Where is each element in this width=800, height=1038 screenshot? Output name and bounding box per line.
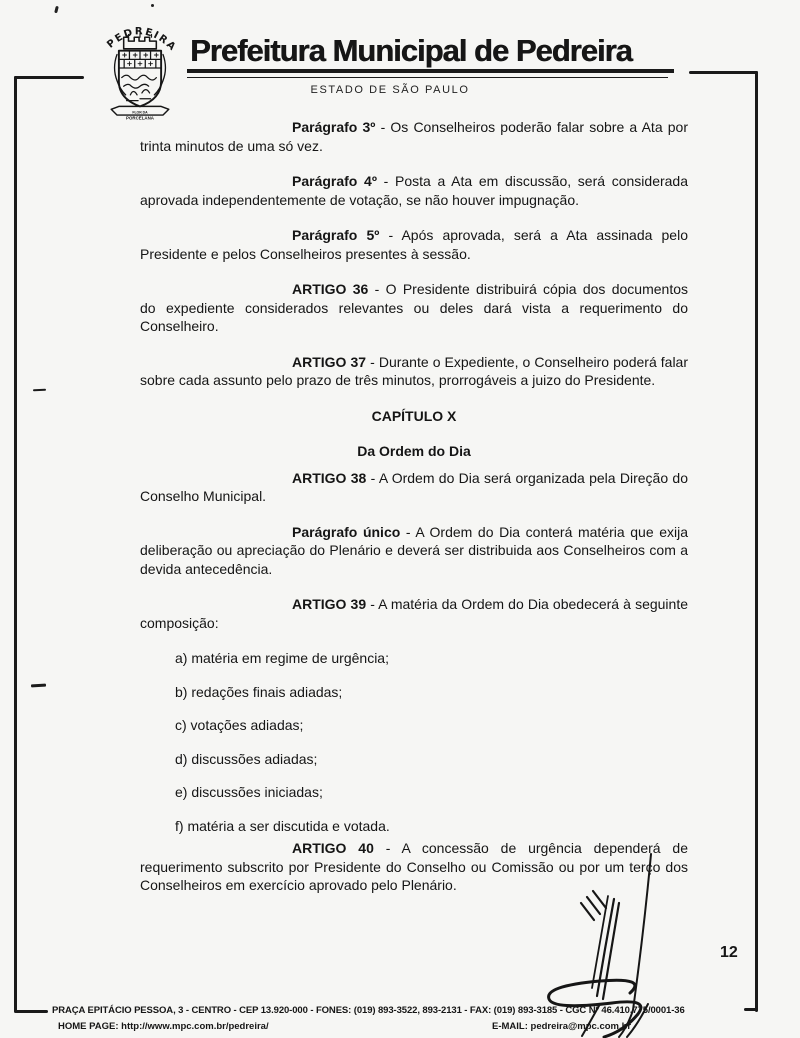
paragraph-lead: Parágrafo 5º [292,227,380,243]
list-item: e) discussões iniciadas; [175,784,323,800]
frame-left-border [14,76,17,1013]
document-title: Prefeitura Municipal de Pedreira [190,33,632,68]
frame-left-top-rule [14,76,84,79]
paragraph-text: - Posta a Ata em discussão, será considerada aprovada independentemente de votação, se não houver impugnação. [140,173,688,208]
paragraph [140,523,688,579]
page-number: 12 [720,944,738,961]
scan-speck [54,6,58,13]
frame-left-bottom-rule [15,1010,48,1013]
paragraph-lead: ARTIGO 40 [292,840,374,856]
municipal-coat-of-arms-logo [92,12,188,124]
chapter-heading: CAPÍTULO X [371,407,457,424]
paragraph-text: - A matéria da Ordem do Dia obedecerá à seguinte composição: [140,596,688,631]
paragraph-text: - A Ordem do Dia conterá matéria que exija deliberação ou apreciação do Plenário e deverá ser distribuida aos Conselheiros com a devida antecedência. [140,523,688,577]
paragraph-text: - A concessão de urgência dependerá de requerimento subscrito por Presidente do Conselho ou Comissão ou por um terço dos Conselheiros em exercício aprovado pelo Plenário. [140,840,688,893]
margin-mark [31,684,46,687]
paragraph [140,226,688,263]
section-heading: Da Ordem do Dia [357,443,471,459]
logo-banner-line2: PORCELANA [126,115,154,121]
logo-arc-text: PEDREIRA [105,26,179,54]
list-item: d) discussões adiadas; [175,750,318,767]
logo-banner-line1: FLOR DA [132,110,148,115]
frame-right-top-rule [689,71,758,74]
paragraph [140,118,688,155]
document-subtitle: ESTADO DE SÃO PAULO [310,84,470,96]
document-body [140,118,688,912]
paragraph-text: - O Presidente distribuirá cópia dos documentos do expediente considerados relevantes ou deles dará vista a requerimento do Conselheiro. [140,281,688,334]
paragraph-lead: ARTIGO 36 [292,281,369,297]
title-underline-thick [187,69,674,73]
margin-mark [33,389,46,391]
paragraph [140,353,688,390]
paragraph-text: - Durante o Expediente, o Conselheiro poderá falar sobre cada assunto pelo prazo de três minutos, prorrogáveis a juizo do Presidente. [140,353,689,388]
paragraph-text: - Os Conselheiros poderão falar sobre a Ata por trinta minutos de uma só vez. [140,119,688,154]
footer-homepage: HOME PAGE: http://www.mpc.com.br/pedreira/ [58,1021,269,1032]
paragraph-text: - Após aprovada, será a Ata assinada pelo Presidente e pelos Conselheiros presentes à sessão. [140,227,688,262]
paragraph [140,280,688,336]
title-underline-thin [187,77,668,79]
paragraph-lead: Parágrafo 3º [292,119,376,135]
paragraph-lead: ARTIGO 39 [292,596,367,612]
paragraph [140,469,688,506]
footer-address-line: PRAÇA EPITÁCIO PESSOA, 3 - CENTRO - CEP 13.920-000 - FONES: (019) 893-3522, 893-2131 - FAX: (019) 893-3185 - CGC Nº 46.410.775/0001-36 [52,1005,685,1016]
list-item: b) redações finais adiadas; [175,683,343,700]
paragraph [140,172,688,209]
list-item: c) votações adiadas; [175,717,304,733]
paragraph-lead: ARTIGO 38 [292,469,367,486]
list-item: a) matéria em regime de urgência; [175,650,389,666]
footer-email: E-MAIL: pedreira@mpc.com.br [492,1021,632,1032]
paragraph-lead: Parágrafo 4º [292,173,377,189]
paragraph-text: - A Ordem do Dia será organizada pela Direção do Conselho Municipal. [140,469,688,504]
paragraph-lead: Parágrafo único [292,523,401,540]
paragraph [140,595,688,632]
list-item: f) matéria a ser discutida e votada. [175,817,390,834]
scan-speck [151,4,154,7]
paragraph-lead: ARTIGO 37 [292,353,367,370]
